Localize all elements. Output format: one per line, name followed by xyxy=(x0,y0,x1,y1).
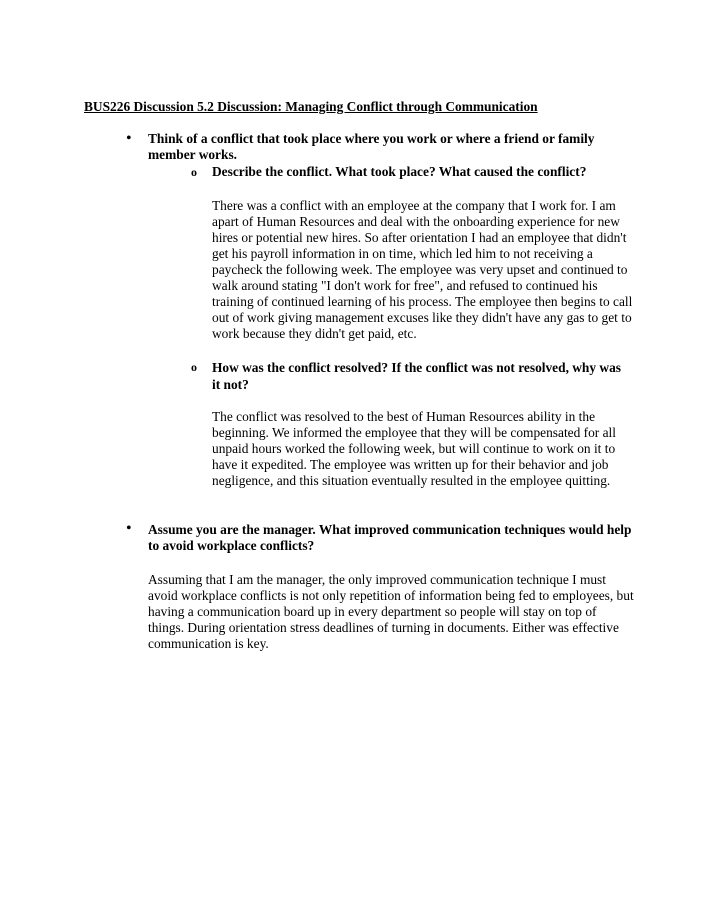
subquestion-1: Describe the conflict. What took place? What caused the conflict? xyxy=(212,164,587,179)
question-2: Assume you are the manager. What improved communication techniques would help to avoid workplace conflicts? xyxy=(148,522,632,553)
bullet-icon: • xyxy=(126,130,132,147)
question-1: Think of a conflict that took place where you work or where a friend or family member works. xyxy=(148,131,595,162)
answer-1: There was a conflict with an employee at the company that I work for. I am apart of Human Resources and deal with the onboarding experience for new hires or potential new hires. So after orientation I had an employee that didn't get his payroll information in on time, which led him to not receiving a paycheck the following week. The employee was very upset and continued to walk around stating "I don't work for free", and refused to continued his training of continued learning of his process. The employee then begins to call out of work giving management excuses like they didn't have any gas to get to work because they didn't get paid, etc. xyxy=(212,198,633,341)
sub-bullet-icon: o xyxy=(191,360,197,374)
document-title: BUS226 Discussion 5.2 Discussion: Managing Conflict through Communication xyxy=(84,99,538,114)
subquestion-2: How was the conflict resolved? If the conflict was not resolved, why was it not? xyxy=(212,360,622,392)
bullet-icon: • xyxy=(126,520,132,537)
answer-3: Assuming that I am the manager, the only improved communication technique I must avoid workplace conflicts is not only repetition of information being fed to employees, but having a communication board up in every department so people will stay on top of things. During orientation stress deadlines of turning in documents. Either was effective communication is key. xyxy=(148,572,634,651)
answer-2: The conflict was resolved to the best of Human Resources ability in the beginning. We informed the employee that they will be compensated for all unpaid hours worked the following week, but will continue to work on it to have it expedited. The employee was written up for their behavior and job negligence, and this situation eventually resulted in the employee quitting. xyxy=(212,409,616,488)
sub-bullet-icon: o xyxy=(191,165,197,179)
